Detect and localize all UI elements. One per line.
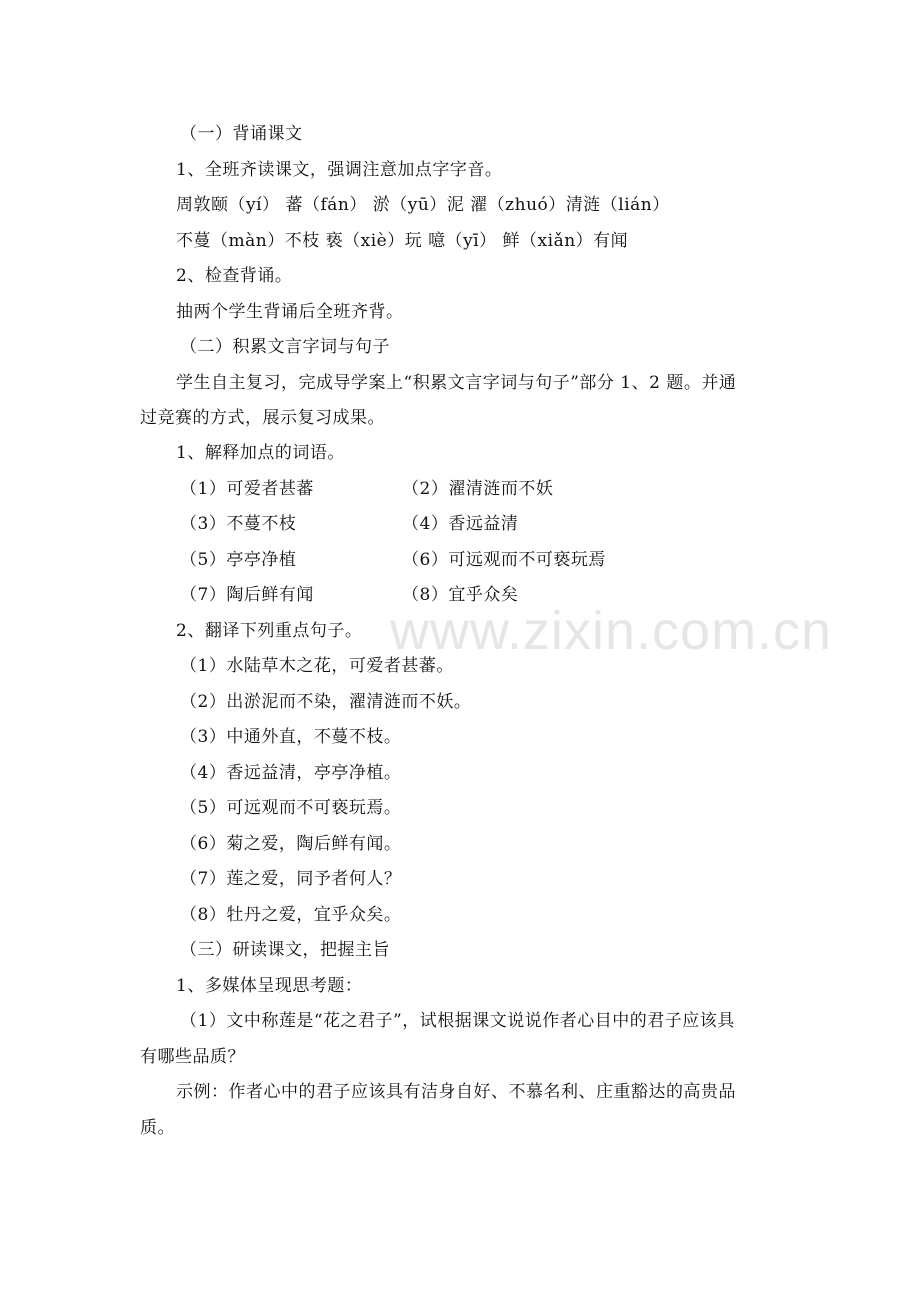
sentence-item: （5）可远观而不可亵玩焉。 [180,798,402,818]
sentence-item: （3）中通外直，不蔓不枝。 [180,727,402,747]
paragraph: 示例：作者心中的君子应该具有洁身自好、不慕名利、庄重豁达的高贵品 [176,1082,736,1102]
sentence-item: （1）水陆草木之花，可爱者甚蕃。 [180,656,454,676]
sentence-item: （4）香远益清，亭亭净植。 [180,763,402,783]
sentence-item: （8）牡丹之爱，宜乎众矣。 [180,905,402,925]
sentence-item: （2）出淤泥而不染，濯清涟而不妖。 [180,692,472,712]
paragraph: 抽两个学生背诵后全班齐背。 [176,302,404,322]
paragraph: 过竞赛的方式，展示复习成果。 [140,408,385,428]
vocab-item: （5）亭亭净植 [180,550,297,570]
section-heading-1: （一）背诵课文 [180,124,303,144]
vocab-item: （6）可远观而不可亵玩焉 [402,550,606,570]
sentence-item: （6）菊之爱，陶后鲜有闻。 [180,834,402,854]
paragraph: 1、解释加点的词语。 [176,443,345,463]
paragraph: （1）文中称莲是“花之君子”，试根据课文说说作者心目中的君子应该具 [180,1011,735,1031]
vocab-item: （7）陶后鲜有闻 [180,585,314,605]
watermark: www.zixin.com.cn [390,601,833,661]
vocab-item: （8）宜乎众矣 [402,585,519,605]
paragraph: 学生自主复习，完成导学案上“积累文言字词与句子”部分 1、2 题。并通 [176,373,737,393]
paragraph: 2、翻译下列重点句子。 [176,621,363,641]
paragraph: 1、全班齐读课文，强调注意加点字字音。 [176,160,503,180]
paragraph: 2、检查背诵。 [176,266,293,286]
section-heading-3: （三）研读课文，把握主旨 [180,940,390,960]
paragraph: 1、多媒体呈现思考题： [176,976,363,996]
paragraph: 有哪些品质？ [140,1047,245,1067]
paragraph: 质。 [140,1118,175,1138]
vocab-item: （4）香远益清 [402,514,519,534]
pinyin-line: 周敦颐（yí） 蕃（fán） 淤（yū）泥 濯（zhuó）清涟（lián） [176,195,670,215]
pinyin-line: 不蔓（màn）不枝 亵（xiè）玩 噫（yī） 鲜（xiǎn）有闻 [176,231,629,251]
vocab-item: （3）不蔓不枝 [180,514,297,534]
section-heading-2: （二）积累文言字词与句子 [180,337,390,357]
vocab-item: （1）可爱者甚蕃 [180,479,314,499]
sentence-item: （7）莲之爱，同予者何人？ [180,869,402,889]
vocab-item: （2）濯清涟而不妖 [402,479,554,499]
